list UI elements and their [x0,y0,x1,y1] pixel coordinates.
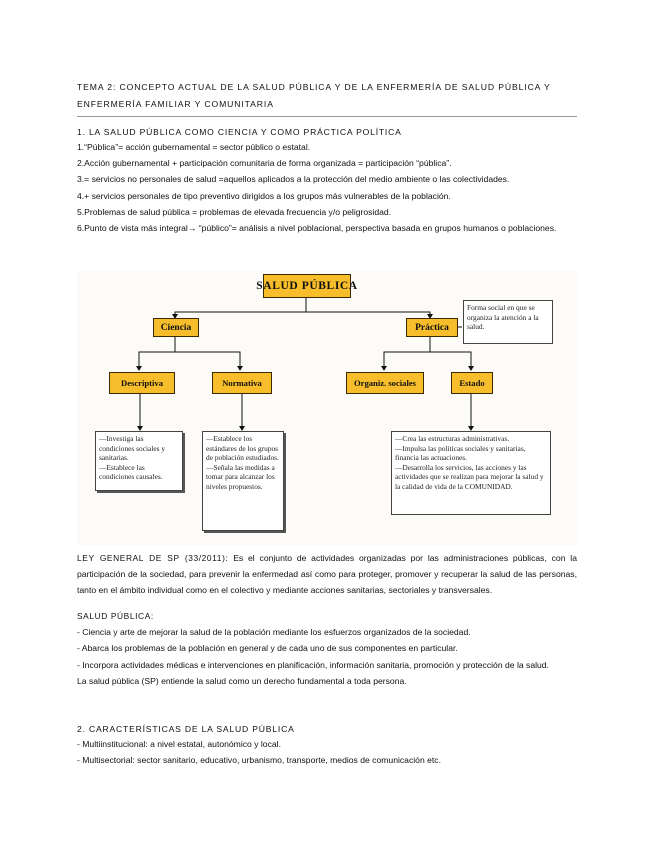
document-title: TEMA 2: CONCEPTO ACTUAL DE LA SALUD PÚBLICA Y DE LA ENFERMERÍA DE SALUD PÚBLICA Y ENFERMERÍA FAMILIAR Y COMUNITARIA [77,82,551,109]
salud-publica-section [77,608,577,689]
title-divider [77,116,577,117]
normativa-note-line: —Establece los estándares de los grupos de población estudiados. [206,434,279,463]
section1-heading: 1. LA SALUD PÚBLICA COMO CIENCIA Y COMO PRÁCTICA POLÍTICA [77,127,402,137]
section1-list [77,139,577,236]
normativa-note-line: —Señala las medidas a tomar para alcanzar los niveles propuestos. [206,462,275,491]
section1-item-5: 5.Problemas de salud pública = problemas de elevada frecuencia y/o peligrosidad. [77,206,392,217]
section2-list [77,736,577,768]
descriptiva-note-line: —Investiga las condiciones sociales y sanitarias. [99,434,166,463]
section1-item-2: 2.Acción gubernamental + participación comunitaria de forma organizada = participación “pública”. [77,158,452,169]
descriptiva-box: Descriptiva [109,372,175,394]
estado-note-line: —Impulsa las políticas sociales y sanitarias, financia las actuaciones. [395,443,526,463]
salud-publica-item-4: La salud pública (SP) entiende la salud como un derecho fundamental a toda persona. [77,675,407,686]
practica-note: Forma social en que se organiza la atención a la salud. [463,300,553,344]
section2-item-1: - Multiinstitucional: a nivel estatal, autonómico y local. [77,739,281,749]
ciencia-box: Ciencia [153,318,199,337]
estado-note-line: —Desarrolla los servicios, las acciones y las actividades que se realizan para mejorar la salud y la calidad de vida de la COMUNIDAD. [395,462,544,491]
salud-publica-item-2: - Abarca los problemas de la población en general y de cada uno de sus componentes en particular. [77,643,458,654]
section1-item-4: 4.+ servicios personales de tipo preventivo dirigidos a los grupos más vulnerables de la población. [77,190,451,201]
estado-note [391,431,551,515]
salud-publica-box: SALUD PÚBLICA [263,274,351,298]
section1-item-1: 1.“Pública”= acción gubernamental = sector público o estatal. [77,142,311,152]
salud-publica-heading: SALUD PÚBLICA: [77,611,154,621]
section1-item-6: 6.Punto de vista más integral→ “público”= análisis a nivel poblacional, perspectiva basada en grupos humanos o poblaciones. [77,223,557,234]
descriptiva-note-line: —Establece las condiciones causales. [99,462,163,482]
normativa-box: Normativa [212,372,272,394]
estado-note-line: —Crea las estructuras administrativas. [395,434,510,443]
descriptiva-note [95,431,183,491]
salud-publica-item-1: - Ciencia y arte de mejorar la salud de la población mediante los esfuerzos organizados de la sociedad. [77,627,471,638]
organiz-sociales-box: Organiz. sociales [346,372,424,394]
normativa-note [202,431,284,531]
section2-item-2: - Multisectorial: sector sanitario, educativo, urbanismo, transporte, medios de comunicación etc. [77,755,441,766]
salud-publica-item-3: - Incorpora actividades médicas e intervenciones en planificación, información sanitaria, promoción y protección de la salud. [77,659,549,670]
estado-box: Estado [451,372,493,394]
section2-heading: 2. CARACTERÍSTICAS DE LA SALUD PÚBLICA [77,724,295,734]
section1-item-3: 3.= servicios no personales de salud =aquellos aplicados a la protección del medio ambiente o las colectividades. [77,174,510,185]
ley-general-paragraph [77,550,577,599]
ley-heading: LEY GENERAL DE SP (33/2011): [77,553,229,563]
salud-publica-concept-map [77,270,577,546]
ley-text: Es el conjunto de actividades organizadas por las administraciones públicas, con la participación de la sociedad, para prevenir la enfermedad así como para proteger, promover y recuperar la salud de las personas, tanto en el ámbito individual como en el colectivo y mediante acciones sanitarias, sectoriales y transversales. [77,553,577,596]
practica-box: Práctica [406,318,458,337]
